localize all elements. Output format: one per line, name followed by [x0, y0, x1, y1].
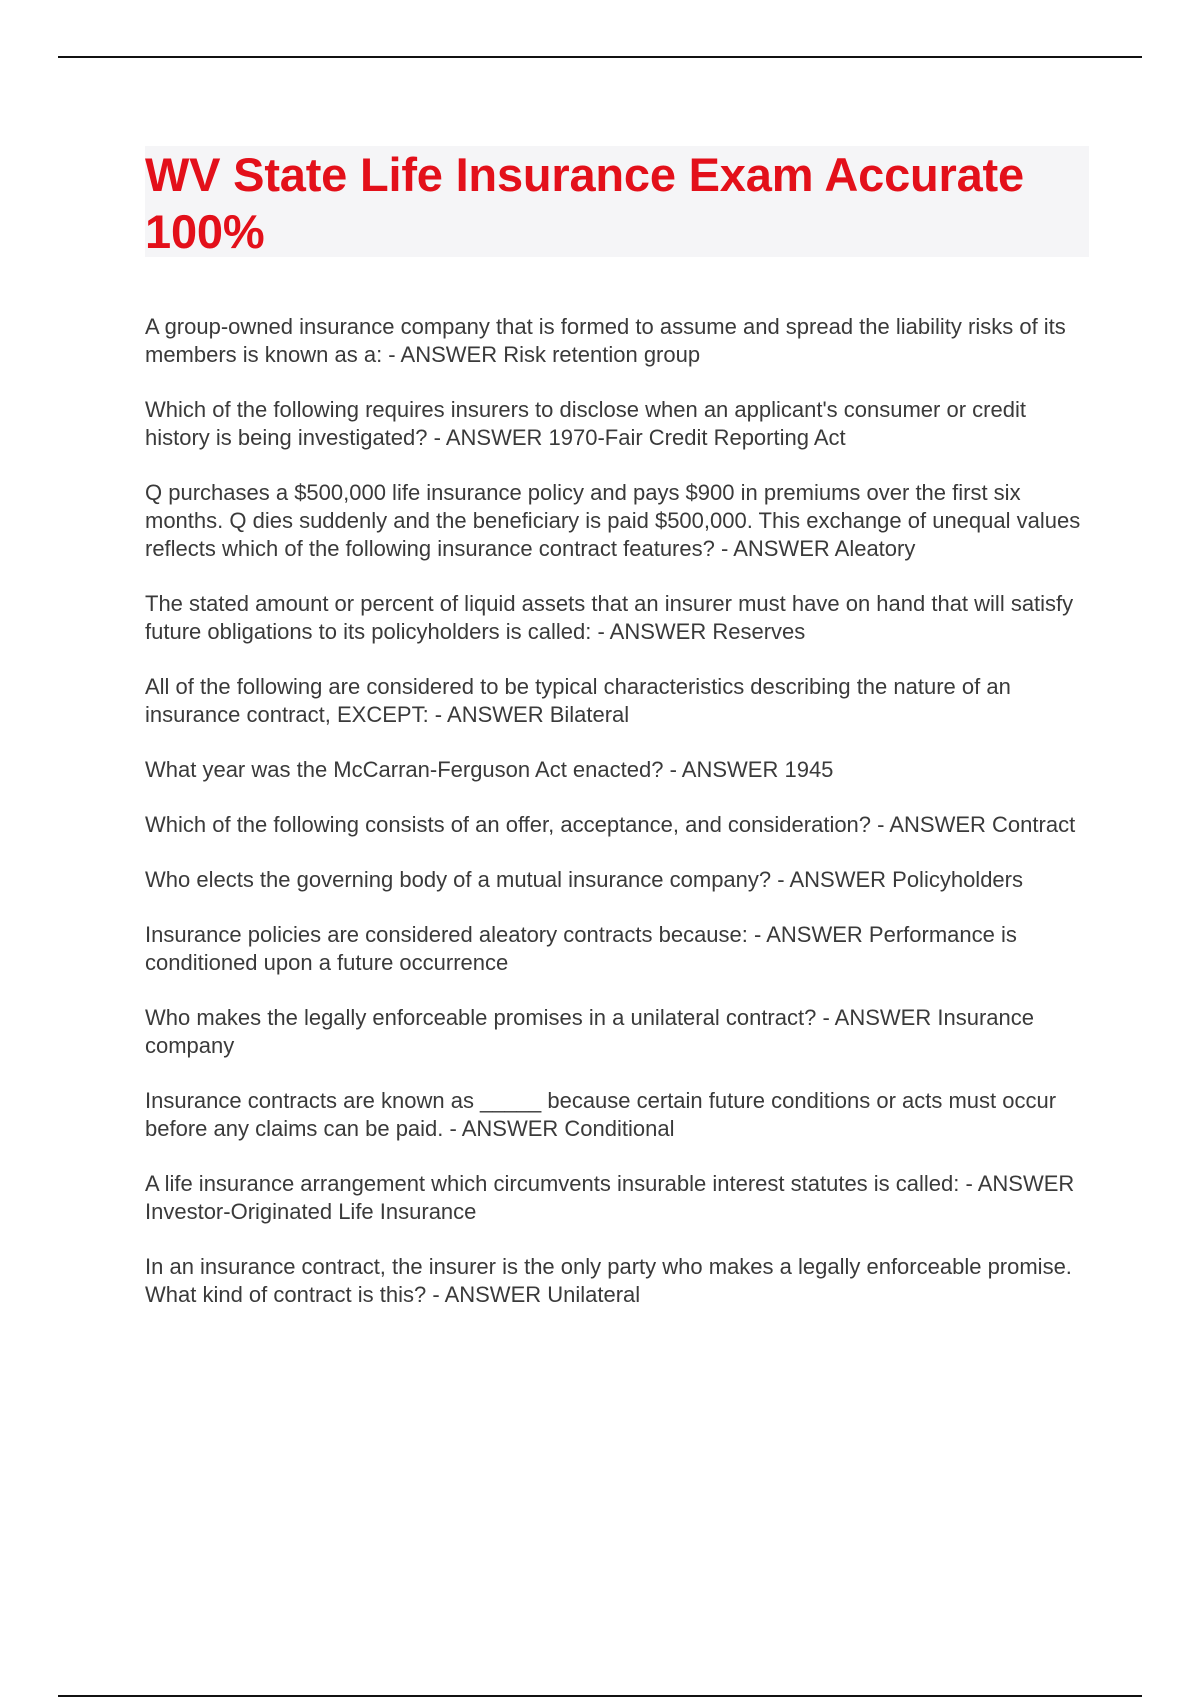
bottom-rule	[58, 1695, 1142, 1697]
qa-item: Insurance contracts are known as _____ because certain future conditions or acts must occur before any claims can be paid. - ANSWER Conditional	[145, 1088, 1057, 1141]
qa-item: Which of the following requires insurers to disclose when an applicant's consumer or credit history is being investigated? - ANSWER 1970-Fair Credit Reporting Act	[145, 397, 1026, 450]
page-title: WV State Life Insurance Exam Accurate 100%	[145, 148, 1024, 258]
qa-item: Who elects the governing body of a mutual insurance company? - ANSWER Policyholders	[145, 867, 1023, 892]
qa-item: Which of the following consists of an offer, acceptance, and consideration? - ANSWER Contract	[145, 812, 1076, 837]
top-rule	[58, 56, 1142, 58]
qa-item: All of the following are considered to be typical characteristics describing the nature of an insurance contract, EXCEPT: - ANSWER Bilateral	[145, 674, 1011, 727]
qa-item: In an insurance contract, the insurer is the only party who makes a legally enforceable promise. What kind of contract is this? - ANSWER Unilateral	[145, 1254, 1072, 1307]
qa-item: A life insurance arrangement which circumvents insurable interest statutes is called: - ANSWER Investor-Originated Life Insurance	[145, 1171, 1075, 1224]
qa-item: Q purchases a $500,000 life insurance policy and pays $900 in premiums over the first six months. Q dies suddenly and the beneficiary is paid $500,000. This exchange of unequal values reflects which of the following insurance contract features? - ANSWER Aleatory	[145, 480, 1081, 561]
qa-item: Insurance policies are considered aleatory contracts because: - ANSWER Performance is conditioned upon a future occurrence	[145, 922, 1017, 975]
title-box	[145, 146, 1089, 257]
qa-item: Who makes the legally enforceable promises in a unilateral contract? - ANSWER Insurance company	[145, 1005, 1034, 1058]
qa-item: The stated amount or percent of liquid assets that an insurer must have on hand that will satisfy future obligations to its policyholders is called: - ANSWER Reserves	[145, 591, 1074, 644]
qa-item: What year was the McCarran-Ferguson Act enacted? - ANSWER 1945	[145, 757, 834, 782]
qa-list	[145, 313, 1090, 1336]
qa-item: A group-owned insurance company that is formed to assume and spread the liability risks of its members is known as a: - ANSWER Risk retention group	[145, 314, 1066, 367]
